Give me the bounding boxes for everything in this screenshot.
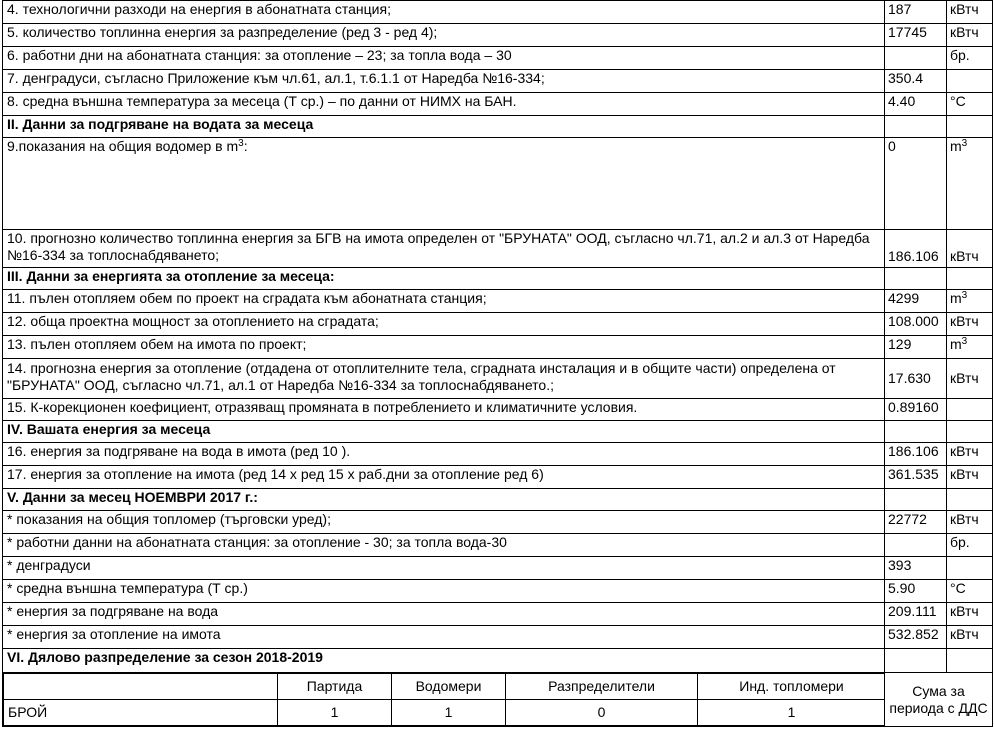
row-value: 361.535: [885, 466, 947, 489]
row-15: [3, 399, 993, 421]
sum-header: Сума за периода с ДДС: [885, 673, 993, 727]
row-value: 17.630: [885, 359, 947, 399]
row-value: 187: [885, 1, 947, 24]
row-label: 5. количество топлинна енергия за разпределение (ред 3 - ред 4);: [3, 24, 885, 47]
row-label: 8. средна външна температура за месеца (Т ср.) – по данни от НИМХ на БАН.: [3, 93, 885, 116]
row-value: 186.106: [885, 230, 947, 268]
section-title: V. Данни за месец НОЕМВРИ 2017 г.:: [3, 489, 885, 511]
row-value: 0: [885, 138, 947, 230]
distribution-header: Партида: [278, 674, 392, 700]
row-unit: кВтч: [947, 466, 993, 489]
row-value: 350.4: [885, 70, 947, 93]
row-label: * енергия за отопление на имота: [3, 626, 885, 649]
count-value: 0: [506, 700, 698, 726]
row-label: 6. работни дни на абонатната станция: за отопление – 23; за топла вода – 30: [3, 47, 885, 70]
distribution-header: Водомери: [392, 674, 506, 700]
row-label: * средна външна температура (Т ср.): [3, 580, 885, 603]
month-row: [3, 534, 993, 557]
section-title: III. Данни за енергията за отопление за месеца:: [3, 268, 885, 290]
month-row: [3, 557, 993, 580]
row-unit: кВтч: [947, 603, 993, 626]
section-title: IV. Вашата енергия за месеца: [3, 421, 885, 443]
row-value: 108.000: [885, 313, 947, 336]
row-label: * енергия за подгряване на вода: [3, 603, 885, 626]
row-11: [3, 290, 993, 313]
distribution-header-blank: [4, 674, 278, 700]
row-value: [885, 47, 947, 70]
month-row: [3, 603, 993, 626]
report-table: [2, 0, 993, 727]
row-label: 16. енергия за подгряване на вода в имота (ред 10 ).: [3, 443, 885, 466]
row-unit: кВтч: [947, 1, 993, 24]
row-label: 4. технологични разходи на енергия в абонатната станция;: [3, 1, 885, 24]
row-unit: кВтч: [947, 359, 993, 399]
row-value: 4299: [885, 290, 947, 313]
row-unit: [947, 399, 993, 421]
row-unit: $m^3$: [947, 290, 993, 313]
row-6: [3, 47, 993, 70]
row-value: 532.852: [885, 626, 947, 649]
count-value: 1: [392, 700, 506, 726]
row-16: [3, 443, 993, 466]
row-value: 209.111: [885, 603, 947, 626]
row-unit: кВтч: [947, 626, 993, 649]
row-unit: бр.: [947, 47, 993, 70]
row-value: 129: [885, 336, 947, 359]
section-3-header: [3, 268, 993, 290]
count-value: 1: [278, 700, 392, 726]
row-14: [3, 359, 993, 399]
row-5: [3, 24, 993, 47]
distribution-header-row: [4, 674, 885, 700]
row-value: 0.89160: [885, 399, 947, 421]
row-unit: кВтч: [947, 230, 993, 268]
row-label: 14. прогнозна енергия за отопление (отдадена от отоплителните тела, сградната инсталация и в общите части) определена от "БРУНАТА" ООД, съгласно чл.71, ал.1 от Наредба №16-334 за топлоснабдяването.;: [3, 359, 885, 399]
row-label: 9.показания на общия водомер в $m^3$:: [3, 138, 885, 230]
row-label: 11. пълен отопляем обем по проект на сградата към абонатната станция;: [3, 290, 885, 313]
row-unit: кВтч: [947, 443, 993, 466]
section-2-header: [3, 116, 993, 138]
distribution-table: [3, 673, 885, 726]
row-unit: кВтч: [947, 511, 993, 534]
row-9: [3, 138, 993, 230]
row-4: [3, 1, 993, 24]
row-value: 4.40: [885, 93, 947, 116]
section-title: II. Данни за подгряване на водата за месеца: [3, 116, 885, 138]
row-12: [3, 313, 993, 336]
row-7: [3, 70, 993, 93]
section-title: VI. Дялово разпределение за сезон 2018-2019: [3, 649, 885, 673]
row-label: * показания на общия топломер (търговски уред);: [3, 511, 885, 534]
row-unit: кВтч: [947, 313, 993, 336]
row-unit: бр.: [947, 534, 993, 557]
distribution-header: Инд. топломери: [698, 674, 885, 700]
row-value: [885, 534, 947, 557]
row-unit: °С: [947, 93, 993, 116]
section-5-header: [3, 489, 993, 511]
row-unit: [947, 557, 993, 580]
row-13: [3, 336, 993, 359]
distribution-header: Разпределители: [506, 674, 698, 700]
section-4-header: [3, 421, 993, 443]
row-label: 7. денградуси, съгласно Приложение към чл.61, ал.1, т.6.1.1 от Наредба №16-334;: [3, 70, 885, 93]
month-row: [3, 580, 993, 603]
row-unit: $m^3$: [947, 138, 993, 230]
section-6-header: [3, 649, 993, 673]
row-label: 15. К-корекционен коефициент, отразяващ промяната в потреблението и климатичните условия.: [3, 399, 885, 421]
row-unit: °С: [947, 580, 993, 603]
row-value: 22772: [885, 511, 947, 534]
row-unit: кВтч: [947, 24, 993, 47]
row-17: [3, 466, 993, 489]
row-label: * денградуси: [3, 557, 885, 580]
row-label: 10. прогнозно количество топлинна енергия за БГВ на имота определен от "БРУНАТА" ООД, съгласно чл.71, ал.2 и ал.3 от Наредба №16-334 за топлоснабдяването;: [3, 230, 885, 268]
row-value: 186.106: [885, 443, 947, 466]
row-label: 13. пълен отопляем обем на имота по проект;: [3, 336, 885, 359]
count-label: БРОЙ: [4, 700, 278, 726]
row-10: [3, 230, 993, 268]
row-label: 12. обща проектна мощност за отоплението на сградата;: [3, 313, 885, 336]
row-value: 17745: [885, 24, 947, 47]
distribution-count-row: [4, 700, 885, 726]
count-value: 1: [698, 700, 885, 726]
month-row: [3, 511, 993, 534]
row-value: 393: [885, 557, 947, 580]
row-unit: [947, 70, 993, 93]
distribution-row: [3, 673, 993, 727]
row-unit: $m^3$: [947, 336, 993, 359]
row-label: 17. енергия за отопление на имота (ред 14 х ред 15 х раб.дни за отопление ред 6): [3, 466, 885, 489]
row-label: * работни данни на абонатната станция: за отопление - 30; за топла вода-30: [3, 534, 885, 557]
row-value: 5.90: [885, 580, 947, 603]
row-8: [3, 93, 993, 116]
month-row: [3, 626, 993, 649]
